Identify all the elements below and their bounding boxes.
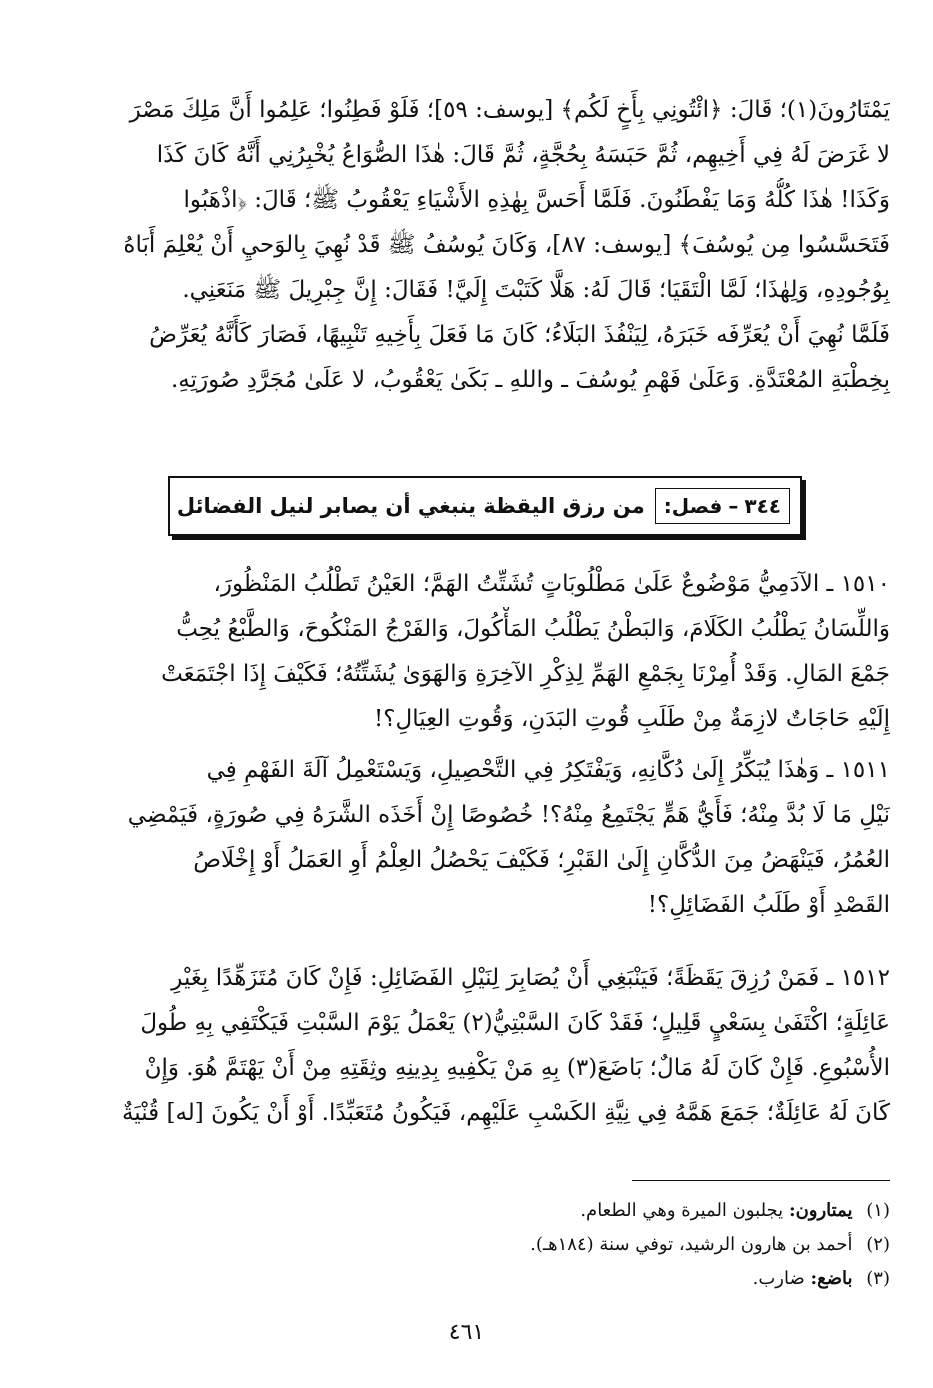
intro-paragraph — [80, 88, 890, 403]
text-line: لا غَرَضَ لَهُ فِي أَخِيهِم، ثُمَّ حَبَسَهُ بِحُجَّةٍ، ثُمَّ قَالَ: هٰذَا الصُّوَاعُ يُخْبِرُنِي أَنَّهُ كَانَ كَذَا — [156, 142, 890, 168]
paragraph-1512 — [80, 956, 890, 1136]
section-label: فصل: — [663, 494, 723, 518]
text-line: العُمُرُ، فَيَنْهَضُ مِنَ الدُّكَّانِ إِلَىٰ القَبْرِ؛ فَكَيْفَ يَحْصُلُ العِلْمُ أَوِ العَمَلُ أَوْ إِخْلَاصُ — [193, 847, 890, 873]
text-line: فَلَمَّا نُهِيَ أَنْ يُعَرِّفَه خَبَرَهُ، لِيَنْفُذَ البَلَاءُ؛ كَانَ مَا فَعَلَ بِأَخِيهِ تَنْبِيهًا، فَصَارَ كَأَنَّهُ يُعَرِّضُ — [149, 322, 890, 348]
paragraph-1510 — [80, 562, 890, 742]
text-line: ١٥١٠ ـ الآدَمِيُّ مَوْضُوعٌ عَلَىٰ مَطْلُوبَاتٍ تُشَتِّتُ الهَمَّ؛ العَيْنُ تَطْلُبُ المَنْظُورَ، — [213, 571, 890, 597]
footnote-text: يجلبون الميرة وهي الطعام. — [580, 1200, 784, 1221]
paragraph-1511 — [80, 748, 890, 928]
section-dash: – — [728, 494, 739, 518]
footnote — [80, 1262, 890, 1296]
footnote-divider — [632, 1180, 890, 1181]
text-line: القَصْدِ أَوْ طَلَبُ الفَضَائِلِ؟! — [647, 892, 890, 918]
footnote-number: (٢) — [866, 1234, 890, 1255]
footnote-term: يمتارون: — [788, 1200, 853, 1221]
text-line: جَمْعَ المَالِ. وَقَدْ أُمِرْنَا بِجَمْعِ الهَمِّ لِذِكْرِ الآخِرَةِ وَالهَوَىٰ يُشَتِّتُهُ؛ فَكَيْفَ إِذَا اجْتَمَعَتْ — [161, 661, 890, 687]
footnote-text: أحمد بن هارون الرشيد، توفي سنة (١٨٤هـ). — [530, 1234, 853, 1255]
footnotes — [80, 1194, 890, 1296]
text-line: عَائِلَةٍ؛ اكْتَفَىٰ بِسَعْيٍ قَلِيلٍ؛ فَقَدْ كَانَ السَّبْتِيُّ(٢) يَعْمَلُ يَوْمَ السَّبْتِ فَيَكْتَفِي بِهِ طُولَ — [140, 1010, 890, 1036]
text-line: ١٥١٢ ـ فَمَنْ رُزِقَ يَقَظَةً؛ فَيَنْبَغِي أَنْ يُصَابِرَ لِنَيْلِ الفَضَائِلِ: فَإِنْ كَانَ مُتَزَهِّدًا بِغَيْرِ — [171, 965, 890, 991]
footnote — [80, 1194, 890, 1228]
text-line: فَتَحَسَّسُوا مِن يُوسُفَ﴾ [يوسف: ٨٧]، وَكَانَ يُوسُفُ ﷺ قَدْ نُهِيَ بِالوَحيِ أَنْ يُعْلِمَ أَبَاهُ — [123, 232, 890, 258]
footnote-number: (١) — [866, 1200, 890, 1221]
text-line: ١٥١١ ـ وَهٰذَا يُبَكِّرُ إِلَىٰ دُكَّانِهِ، وَيَفْتَكِرُ فِي التَّحْصِيلِ، وَيَسْتَعْمِلُ آلَةَ الفَهْمِ فِي — [206, 757, 890, 783]
text-line: يَمْتَارُونَ(١)؛ قَالَ: ﴿ائْتُونِي بِأَخٍ لَكُم﴾ [يوسف: ٥٩]؛ فَلَوْ فَطِنُوا؛ عَلِمُوا أَنَّ مَلِكَ مَصْرَ — [129, 97, 890, 123]
text-line: الأُسْبُوعِ. فَإِنْ كَانَ لَهُ مَالٌ؛ بَاضَعَ(٣) بِهِ مَنْ يَكْفِيهِ بِدِينِهِ وثِقَتِهِ مِنْ أَنْ يَهْتَمَّ هُوَ. وَإِنْ — [144, 1055, 890, 1081]
text-line: بِخِطْبَةِ المُعْتَدَّةِ. وَعَلَىٰ فَهْمِ يُوسُفَ ـ واللهِ ـ بَكَىٰ يَعْقُوبُ، لا عَلَىٰ مُجَرَّدِ صُورَتِهِ. — [170, 367, 890, 393]
footnote — [80, 1228, 890, 1262]
footnote-number: (٣) — [866, 1268, 890, 1289]
section-number: ٣٤٤ — [744, 494, 781, 518]
footnote-term: باضع: — [810, 1268, 853, 1289]
text-line: وَكَذَا! هٰذَا كُلُّهُ وَمَا يَفْطَنُونَ. فَلَمَّا أَحَسَّ بِهٰذِهِ الأَشْيَاءِ يَعْقُوبُ ﷺ؛ قَالَ: ﴿اذْهَبُوا — [183, 187, 890, 213]
text-line: نَيْلِ مَا لَا بُدَّ مِنْهُ؛ فَأَيُّ هَمٍّ يَجْتَمِعُ مِنْهُ؟! خُصُوصًا إِنْ أَخَذَه الشَّرَهُ فِي صُورَةٍ، فَيَمْضِي — [127, 802, 890, 828]
text-line: بِوُجُودِهِ، وَلِهٰذَا؛ لَمَّا الْتَقَيَا؛ قَالَ لَهُ: هَلَّا كَتَبْتَ إِلَيَّ! فَقَالَ: إِنَّ جِبْرِيلَ ﷺ مَنَعَنِي. — [182, 277, 890, 303]
text-line: وَاللِّسَانُ يَطْلُبُ الكَلَامَ، وَالبَطْنُ يَطْلُبُ المَأْكُولَ، وَالفَرْجُ المَنْكُوحَ، وَالطَّبْعُ يُحِبُّ — [176, 616, 890, 642]
text-line: إِلَيْهِ حَاجَاتٌ لازِمَةٌ مِنْ طَلَبِ قُوتِ البَدَنِ، وَقُوتِ العِيَالِ؟! — [374, 706, 890, 732]
footnote-text: ضارب. — [752, 1268, 805, 1289]
section-label-frame — [655, 488, 790, 524]
text-line: كَانَ لَهُ عَائِلَةٌ؛ جَمَعَ هَمَّهُ فِي نِيَّةِ الكَسْبِ عَلَيْهِم، فَيَكُونُ مُتَعَبِّدًا. أَوْ أَنْ يَكُونَ [له] قُنْيَةٌ — [121, 1100, 890, 1126]
page-number: ٤٦١ — [448, 1320, 485, 1345]
section-heading-box — [168, 476, 802, 536]
section-title: من رزق اليقظة ينبغي أن يصابر لنيل الفضائل — [176, 494, 645, 518]
